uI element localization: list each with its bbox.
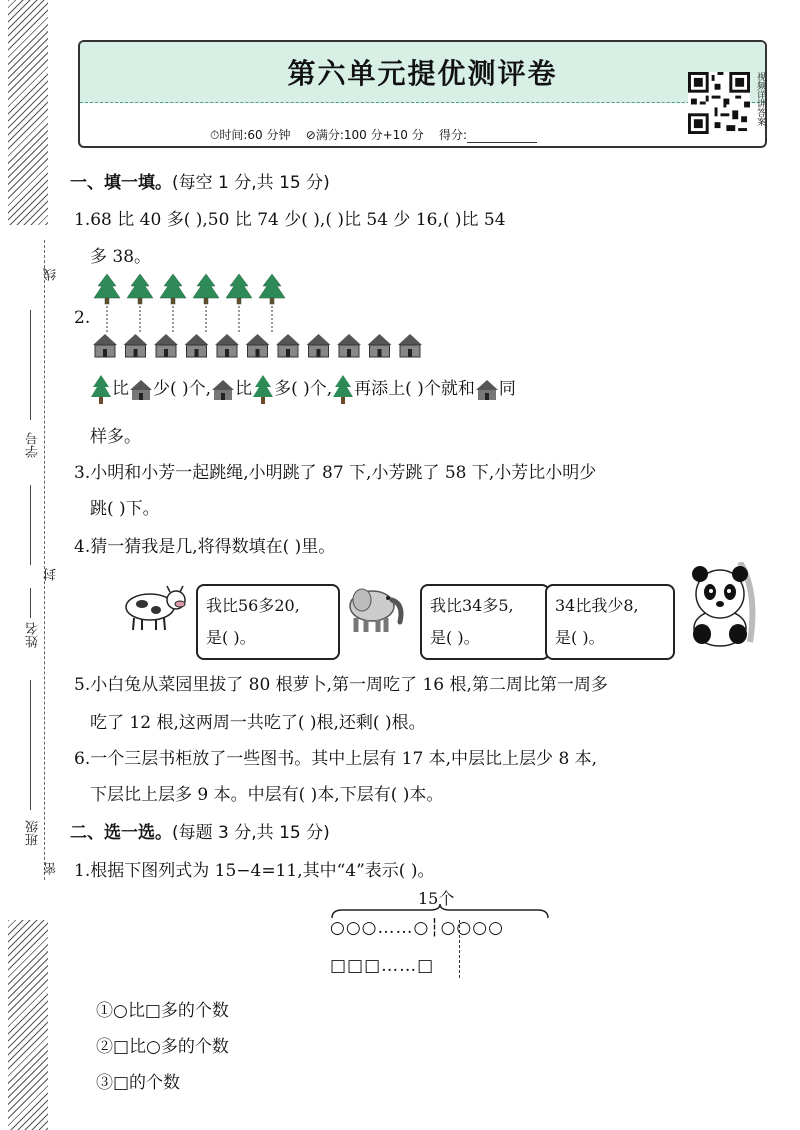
diagram-label: 15个 bbox=[418, 889, 455, 908]
speech-bubble-2 bbox=[420, 584, 550, 660]
tree-icon bbox=[332, 375, 354, 405]
house-icon bbox=[276, 334, 300, 345]
binding-hatch-top bbox=[8, 0, 48, 225]
section1-note: (每空 1 分,共 15 分) bbox=[172, 173, 330, 193]
q5-line1: 5.小白兔从菜园里拔了 80 根萝卜,第一周吃了 16 根,第二周比第一周多 bbox=[74, 675, 608, 695]
q2-text-3: 比 bbox=[235, 379, 253, 399]
circles-row: ○○○……○┆○○○○ bbox=[330, 918, 504, 938]
q2-sentence bbox=[90, 374, 516, 405]
tree-trunk bbox=[237, 298, 241, 304]
margin-line-char: 线 bbox=[44, 268, 59, 281]
house-row bbox=[92, 333, 432, 361]
exam-meta bbox=[210, 126, 537, 143]
house-door bbox=[134, 349, 138, 357]
house-icon bbox=[215, 334, 239, 345]
cow-icon bbox=[120, 582, 190, 632]
name-blank-1 bbox=[30, 485, 32, 565]
margin-class: 班级 bbox=[26, 820, 41, 846]
option-1[interactable]: ①○比□多的个数 bbox=[96, 1001, 229, 1021]
house-icon bbox=[185, 334, 209, 345]
section2-heading bbox=[70, 818, 330, 843]
margin-seal-char: 封 bbox=[44, 568, 59, 581]
q2-text-2: 少( )个, bbox=[153, 379, 212, 399]
tree-icon bbox=[94, 274, 120, 298]
header-band bbox=[80, 42, 765, 103]
q6-line2: 下层比上层多 9 本。中层有( )本,下层有( )本。 bbox=[90, 785, 444, 805]
house-door bbox=[103, 349, 107, 357]
q1-line1: 1.68 比 40 多( ),50 比 74 少( ),( )比 54 少 16,( )比 54 bbox=[74, 210, 506, 230]
q2-line2: 样多。 bbox=[90, 427, 141, 447]
student-id-blank bbox=[30, 310, 32, 420]
house-icon bbox=[398, 334, 422, 345]
margin-seal2-char: 密 bbox=[44, 862, 59, 875]
house-door bbox=[347, 349, 351, 357]
q2-text-5: 再添上( )个就和 bbox=[354, 379, 475, 399]
house-icon bbox=[368, 334, 392, 345]
q2-text-4: 多( )个, bbox=[274, 379, 333, 399]
q2-text-6: 同 bbox=[498, 379, 516, 399]
house-door bbox=[225, 349, 229, 357]
section1-heading bbox=[70, 168, 330, 193]
bubble2-line2[interactable]: 是( )。 bbox=[430, 628, 480, 647]
binding-hatch-bottom bbox=[8, 920, 48, 1130]
tree-icon bbox=[160, 274, 186, 298]
house-door bbox=[164, 349, 168, 357]
bubble3-line1: 34比我少8, bbox=[555, 596, 639, 615]
house-icon bbox=[307, 334, 331, 345]
option-2[interactable]: ②□比○多的个数 bbox=[96, 1037, 229, 1057]
panda-icon bbox=[680, 562, 760, 648]
speech-bubble-3 bbox=[545, 584, 675, 660]
page-title: 第六单元提优测评卷 bbox=[287, 57, 558, 90]
tree-icon bbox=[259, 274, 285, 298]
house-icon bbox=[124, 334, 148, 345]
tree-trunk bbox=[105, 298, 109, 304]
s2-q1-line1: 1.根据下图列式为 15−4=11,其中“4”表示( )。 bbox=[74, 861, 435, 881]
house-door bbox=[195, 349, 199, 357]
house-door bbox=[286, 349, 290, 357]
house-door bbox=[317, 349, 321, 357]
house-icon bbox=[211, 379, 235, 401]
house-icon bbox=[93, 334, 117, 345]
tree-trunk bbox=[138, 298, 142, 304]
binding-dashed-line bbox=[44, 240, 45, 880]
tree-trunk bbox=[171, 298, 175, 304]
house-icon bbox=[246, 334, 270, 345]
section1-title: 一、填一填。 bbox=[70, 173, 172, 193]
house-door bbox=[378, 349, 382, 357]
q6-line1: 6.一个三层书柜放了一些图书。其中上层有 17 本,中层比上层少 8 本, bbox=[74, 749, 598, 769]
exam-full-score: 满分:100 分+10 分 bbox=[315, 128, 424, 142]
house-door bbox=[256, 349, 260, 357]
bubble3-line2[interactable]: 是( )。 bbox=[555, 628, 605, 647]
option-3[interactable]: ③□的个数 bbox=[96, 1073, 181, 1093]
tree-icon bbox=[252, 375, 274, 405]
house-door bbox=[408, 349, 412, 357]
tree-trunk bbox=[204, 298, 208, 304]
q3-line2: 跳( )下。 bbox=[90, 499, 160, 519]
tree-trunk bbox=[270, 298, 274, 304]
bubble2-line1: 我比34多5, bbox=[430, 596, 514, 615]
q4-line1: 4.猜一猜我是几,将得数填在( )里。 bbox=[74, 537, 336, 557]
tree-icon bbox=[226, 274, 252, 298]
section2-note: (每题 3 分,共 15 分) bbox=[172, 823, 330, 843]
score-blank[interactable] bbox=[467, 132, 537, 143]
name-blank-2 bbox=[30, 588, 32, 618]
house-icon bbox=[129, 379, 153, 401]
score-label: 得分: bbox=[439, 128, 468, 142]
check-icon: ⊘ bbox=[305, 128, 316, 142]
margin-name: 姓名 bbox=[26, 622, 41, 648]
q2-text-1: 比 bbox=[112, 379, 129, 399]
exam-time: 时间:60 分钟 bbox=[219, 128, 291, 142]
speech-bubble-1 bbox=[196, 584, 340, 660]
q5-line2: 吃了 12 根,这两周一共吃了( )根,还剩( )根。 bbox=[90, 713, 426, 733]
diagram-divider bbox=[459, 920, 460, 978]
qr-code-icon[interactable] bbox=[688, 72, 750, 134]
tree-icon bbox=[127, 274, 153, 298]
class-blank bbox=[30, 680, 32, 810]
q1-line2: 多 38。 bbox=[90, 247, 152, 267]
house-icon bbox=[337, 334, 361, 345]
q3-line1: 3.小明和小芳一起跳绳,小明跳了 87 下,小芳跳了 58 下,小芳比小明少 bbox=[74, 463, 597, 483]
house-icon bbox=[154, 334, 178, 345]
section2-title: 二、选一选。 bbox=[70, 823, 172, 843]
squares-row: □□□……□ bbox=[330, 956, 435, 976]
margin-student-id: 学号 bbox=[26, 432, 41, 458]
q2-number: 2. bbox=[74, 308, 91, 328]
tree-icon bbox=[90, 375, 112, 405]
elephant-icon bbox=[340, 582, 410, 634]
timer-icon: ⏱ bbox=[210, 128, 220, 142]
bubble1-line1: 我比56多20, bbox=[206, 596, 300, 615]
house-icon bbox=[475, 379, 499, 401]
tree-icon bbox=[193, 274, 219, 298]
qr-caption: 视频详讲答案 bbox=[755, 72, 765, 126]
bubble1-line2[interactable]: 是( )。 bbox=[206, 628, 256, 647]
